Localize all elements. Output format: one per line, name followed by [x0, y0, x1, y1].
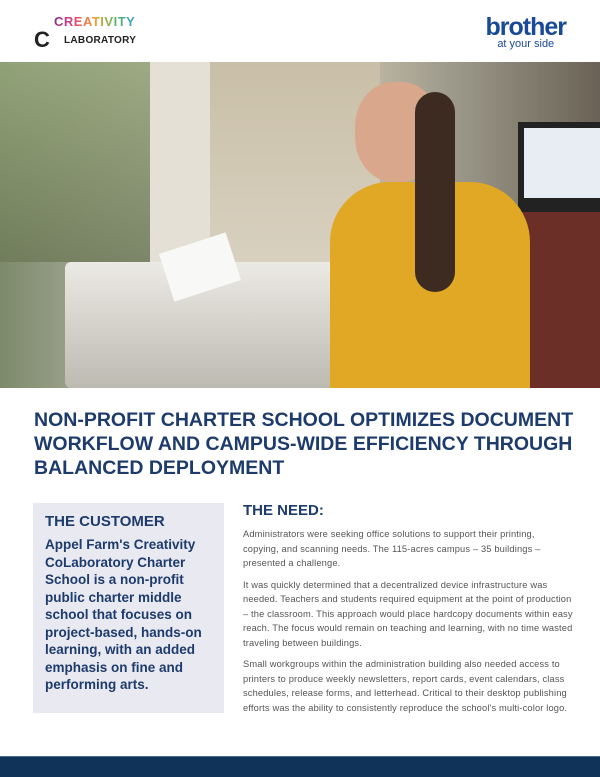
need-paragraph: Administrators were seeking office solutions to support their printing, copying, and scanning needs. The 115-acres campus – 35 buildings – presented a challenge. [243, 529, 541, 568]
customer-body: Appel Farm's Creativity CoLaboratory Charter School is a non-profit public charter middle school that focuses on project-based, hands-on learning, with an added emphasis on fine and performing arts. [45, 537, 202, 692]
need-section [243, 502, 573, 722]
person-image [330, 82, 530, 388]
header [0, 0, 600, 62]
need-paragraph: Small workgroups within the administration building also needed access to printers to produce weekly newsletters, report cards, event calendars, class schedules, release forms, and letterhead. Critical to their desktop publishing efforts was the ability to consistently reproduce the school's multi-color logo. [243, 659, 568, 713]
page-title: NON-PROFIT CHARTER SCHOOL OPTIMIZES DOCUMENT WORKFLOW AND CAMPUS-WIDE EFFICIENCY THROUGH BALANCED DEPLOYMENT [34, 409, 574, 479]
brother-logo: brother at your side [485, 13, 566, 50]
footer-band [0, 756, 600, 777]
customer-heading: THE CUSTOMER [45, 513, 165, 530]
hero-photo [0, 62, 600, 388]
need-paragraph: It was quickly determined that a decentralized device infrastructure was needed. Teachers and students required equipment at the point of production – the classroom. This approach would place hardcopy documents within easy reach. The focus would remain on teaching and learning, with no time wasted traveling between buildings. [243, 579, 573, 648]
customer-box [33, 503, 224, 713]
need-heading: THE NEED: [243, 502, 324, 519]
creativity-laboratory-logo: CREATIVITY C LABORATORY [34, 14, 137, 52]
